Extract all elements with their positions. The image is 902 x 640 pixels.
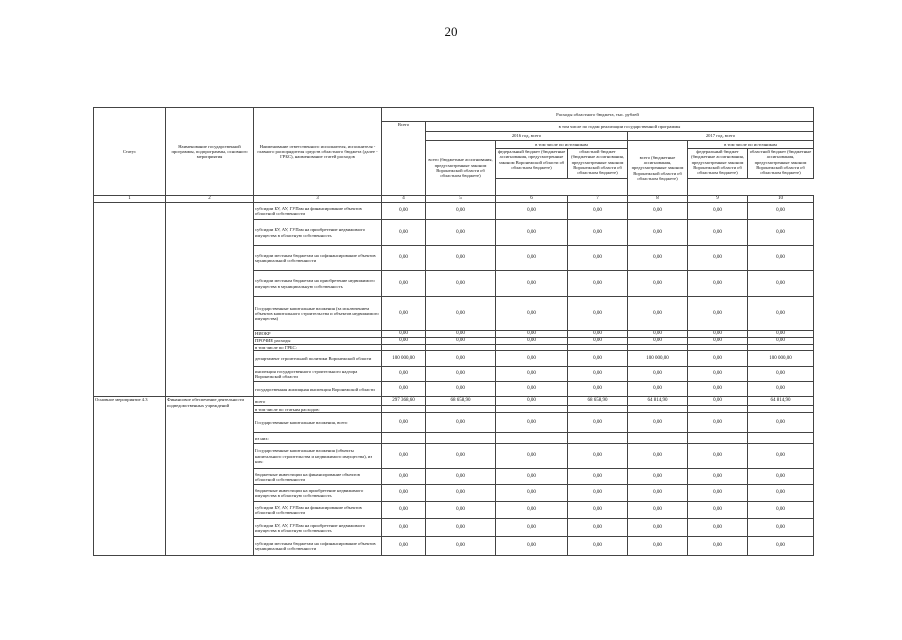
value-cell: 0,00 — [426, 246, 496, 271]
header-expenses-title: Расходы областного бюджета, тыс. рублей — [382, 108, 814, 122]
header-regional-2017: областной бюджет (бюджетные ассигнования, предусмотренные законом Воронежской области об областном бюджете) — [748, 149, 814, 179]
row-label: субсидии БУ, АУ, ГУПам на финансирование объектов областной собственности — [254, 502, 382, 519]
value-cell: 0,00 — [568, 367, 628, 382]
value-cell: 64 814,90 — [628, 397, 688, 406]
row-label: бюджетные инвестиции на финансирование объектов областной собственности — [254, 469, 382, 485]
column-number: 10 — [748, 196, 814, 203]
row-label: государственная жилищная инспекция Воронежской области — [254, 382, 382, 397]
value-cell: 0,00 — [748, 502, 814, 519]
value-cell: 68 658,90 — [568, 397, 628, 406]
value-cell: 0,00 — [426, 331, 496, 338]
expenses-table — [93, 107, 814, 556]
value-cell: 68 658,90 — [426, 397, 496, 406]
row-label: субсидии местным бюджетам на софинансирование объектов муниципальной собственности — [254, 537, 382, 556]
row-label: НИОКР — [254, 331, 382, 338]
value-cell: 0,00 — [748, 444, 814, 469]
value-cell: 0,00 — [426, 220, 496, 246]
row-label: бюджетные инвестиции на приобретение недвижимого имущества в областную собственность — [254, 485, 382, 502]
value-cell: 0,00 — [496, 485, 568, 502]
value-cell-empty — [426, 406, 496, 413]
value-cell: 64 814,90 — [748, 397, 814, 406]
value-cell: 0,00 — [382, 220, 426, 246]
value-cell: 0,00 — [688, 519, 748, 537]
value-cell: 0,00 — [628, 271, 688, 297]
value-cell: 0,00 — [496, 246, 568, 271]
main-event-name: Финансовое обеспечение деятельности подведомственных учреждений — [166, 397, 254, 556]
value-cell: 0,00 — [496, 519, 568, 537]
value-cell: 0,00 — [382, 485, 426, 502]
header-program-name: Наименование государственной программы, подпрограммы, основного мероприятия — [166, 108, 254, 196]
value-cell: 0,00 — [426, 338, 496, 345]
value-cell: 0,00 — [426, 469, 496, 485]
value-cell: 0,00 — [382, 203, 426, 220]
value-cell: 0,00 — [628, 338, 688, 345]
value-cell: 0,00 — [748, 297, 814, 331]
column-number: 2 — [166, 196, 254, 203]
header-federal-2016: федеральный бюджет (бюджетные ассигнования, предусмотренные законом Воронежской области об областном бюджете) — [496, 149, 568, 179]
value-cell: 0,00 — [496, 397, 568, 406]
value-cell: 0,00 — [688, 413, 748, 433]
column-number: 8 — [628, 196, 688, 203]
column-number: 3 — [254, 196, 382, 203]
value-cell — [382, 433, 426, 444]
value-cell: 0,00 — [628, 297, 688, 331]
value-cell: 0,00 — [628, 203, 688, 220]
header-total-2017: всего (бюджетные ассигнования, предусмотренные законом Воронежской области об областном бюджете) — [628, 141, 688, 196]
page-number: 20 — [444, 24, 458, 39]
value-cell: 0,00 — [496, 203, 568, 220]
value-cell: 0,00 — [748, 367, 814, 382]
value-cell: 0,00 — [748, 469, 814, 485]
row-label: субсидии местным бюджетам на приобретение недвижимого имущества в муниципальную собственность — [254, 271, 382, 297]
table-row — [94, 203, 814, 220]
column-number: 9 — [688, 196, 748, 203]
row-label: Государственные капитальные вложения, всего — [254, 413, 382, 433]
value-cell: 0,00 — [496, 367, 568, 382]
row-label: инспекция государственного строительного надзора Воронежской области — [254, 367, 382, 382]
row-label: всего — [254, 397, 382, 406]
value-cell: 0,00 — [628, 367, 688, 382]
value-cell: 0,00 — [748, 203, 814, 220]
value-cell-empty — [382, 406, 426, 413]
value-cell: 0,00 — [628, 444, 688, 469]
value-cell: 0,00 — [568, 485, 628, 502]
value-cell: 0,00 — [426, 413, 496, 433]
value-cell: 0,00 — [382, 367, 426, 382]
value-cell: 0,00 — [748, 271, 814, 297]
value-cell: 0,00 — [628, 220, 688, 246]
row-label: в том числе по статьям расходов: — [254, 406, 382, 413]
value-cell: 0,00 — [496, 413, 568, 433]
value-cell — [628, 433, 688, 444]
value-cell: 0,00 — [748, 485, 814, 502]
value-cell — [496, 433, 568, 444]
row-label: из них: — [254, 433, 382, 444]
main-event-status: Основное мероприятие 4.3 — [94, 397, 166, 556]
value-cell: 0,00 — [748, 519, 814, 537]
value-cell: 0,00 — [426, 367, 496, 382]
value-cell: 0,00 — [688, 220, 748, 246]
header-total: Всего — [382, 122, 426, 196]
row-label: Государственные капитальные вложения (объекты капитального строительства и недвижимого имущества), из них: — [254, 444, 382, 469]
header-status: Статус — [94, 108, 166, 196]
value-cell: 0,00 — [496, 220, 568, 246]
value-cell: 0,00 — [688, 537, 748, 556]
value-cell: 0,00 — [748, 246, 814, 271]
value-cell: 0,00 — [382, 331, 426, 338]
value-cell: 297 368,60 — [382, 397, 426, 406]
value-cell-empty — [688, 406, 748, 413]
value-cell: 0,00 — [628, 246, 688, 271]
value-cell: 0,00 — [568, 413, 628, 433]
value-cell: 0,00 — [688, 246, 748, 271]
row-label: субсидии местным бюджетам на софинансирование объектов муниципальной собственности — [254, 246, 382, 271]
value-cell: 0,00 — [748, 331, 814, 338]
value-cell: 0,00 — [382, 519, 426, 537]
value-cell: 0,00 — [688, 297, 748, 331]
value-cell: 0,00 — [426, 502, 496, 519]
value-cell: 0,00 — [688, 382, 748, 397]
value-cell: 0,00 — [688, 331, 748, 338]
value-cell: 0,00 — [568, 271, 628, 297]
row-label: субсидии БУ, АУ, ГУПам на финансирование объектов областной собственности — [254, 203, 382, 220]
value-cell — [748, 433, 814, 444]
value-cell: 0,00 — [748, 382, 814, 397]
value-cell: 0,00 — [426, 444, 496, 469]
value-cell: 0,00 — [628, 519, 688, 537]
value-cell-empty — [568, 406, 628, 413]
value-cell: 0,00 — [382, 469, 426, 485]
header-sources-2016: в том числе по источникам — [496, 141, 628, 149]
value-cell: 0,00 — [628, 469, 688, 485]
value-cell: 0,00 — [426, 271, 496, 297]
value-cell: 0,00 — [382, 382, 426, 397]
row-label: ПРОЧИЕ расходы — [254, 338, 382, 345]
row-label: Государственные капитальные вложения (за исключением объектов капитального строительства и объектов недвижимого имущества) — [254, 297, 382, 331]
header-by-years: в том числе по годам реализации государственной программы — [426, 122, 814, 132]
value-cell: 0,00 — [426, 519, 496, 537]
value-cell: 0,00 — [382, 338, 426, 345]
value-cell: 0,00 — [688, 469, 748, 485]
header-year-2016: 2016 год, всего — [426, 132, 628, 141]
column-number: 4 — [382, 196, 426, 203]
value-cell: 0,00 — [496, 444, 568, 469]
value-cell: 0,00 — [748, 220, 814, 246]
value-cell: 0,00 — [496, 351, 568, 367]
header-total-2016: всего (бюджетные ассигнования, предусмотренные законом Воронежской области об областном бюджете) — [426, 141, 496, 196]
header-regional-2016: областной бюджет (бюджетные ассигнования, предусмотренные законом Воронежской области об областном бюджете) — [568, 149, 628, 179]
table-row — [94, 397, 814, 406]
value-cell: 0,00 — [382, 297, 426, 331]
value-cell: 0,00 — [568, 331, 628, 338]
value-cell: 0,00 — [748, 338, 814, 345]
row-label: субсидии БУ, АУ, ГУПам на приобретение недвижимого имущества в областную собственность — [254, 519, 382, 537]
value-cell: 0,00 — [426, 382, 496, 397]
value-cell: 0,00 — [688, 367, 748, 382]
value-cell: 0,00 — [496, 297, 568, 331]
value-cell: 0,00 — [426, 297, 496, 331]
value-cell: 0,00 — [628, 485, 688, 502]
value-cell: 0,00 — [568, 297, 628, 331]
value-cell: 0,00 — [382, 502, 426, 519]
value-cell: 0,00 — [426, 485, 496, 502]
header-federal-2017: федеральный бюджет (бюджетные ассигнования, предусмотренные законом Воронежской области об областном бюджете) — [688, 149, 748, 179]
value-cell: 0,00 — [688, 271, 748, 297]
value-cell-empty — [748, 406, 814, 413]
value-cell-empty — [628, 406, 688, 413]
value-cell: 100 000,00 — [382, 351, 426, 367]
value-cell: 0,00 — [568, 203, 628, 220]
value-cell: 0,00 — [628, 537, 688, 556]
value-cell: 0,00 — [688, 351, 748, 367]
value-cell: 0,00 — [496, 382, 568, 397]
value-cell: 0,00 — [568, 338, 628, 345]
value-cell: 0,00 — [688, 203, 748, 220]
value-cell: 0,00 — [426, 537, 496, 556]
value-cell: 0,00 — [568, 444, 628, 469]
value-cell: 0,00 — [568, 537, 628, 556]
row-label: субсидии БУ, АУ, ГУПам на приобретение недвижимого имущества в областную собственность — [254, 220, 382, 246]
header-year-2017: 2017 год, всего — [628, 132, 814, 141]
value-cell: 0,00 — [628, 502, 688, 519]
header-sources-2017: в том числе по источникам — [688, 141, 814, 149]
value-cell: 0,00 — [382, 537, 426, 556]
value-cell-empty — [496, 406, 568, 413]
value-cell: 0,00 — [568, 220, 628, 246]
value-cell: 0,00 — [748, 413, 814, 433]
value-cell: 0,00 — [628, 331, 688, 338]
column-number: 7 — [568, 196, 628, 203]
value-cell: 0,00 — [426, 351, 496, 367]
header-executor: Наименование ответственного исполнителя, исполнителя - главного распорядителя средств областного бюджета (далее - ГРБС), наименование статей расходов — [254, 108, 382, 196]
value-cell: 0,00 — [496, 502, 568, 519]
value-cell: 0,00 — [628, 382, 688, 397]
column-number: 5 — [426, 196, 496, 203]
value-cell: 0,00 — [568, 469, 628, 485]
value-cell: 0,00 — [688, 485, 748, 502]
value-cell: 0,00 — [382, 246, 426, 271]
value-cell: 0,00 — [628, 413, 688, 433]
value-cell: 0,00 — [748, 537, 814, 556]
value-cell: 100 000,00 — [748, 351, 814, 367]
value-cell: 0,00 — [688, 338, 748, 345]
value-cell: 0,00 — [382, 271, 426, 297]
value-cell: 0,00 — [568, 382, 628, 397]
value-cell: 0,00 — [688, 502, 748, 519]
column-number: 1 — [94, 196, 166, 203]
value-cell: 0,00 — [496, 331, 568, 338]
value-cell: 0,00 — [496, 338, 568, 345]
value-cell: 0,00 — [426, 203, 496, 220]
value-cell: 0,00 — [568, 246, 628, 271]
value-cell: 0,00 — [568, 351, 628, 367]
status-cell-empty — [94, 203, 166, 397]
value-cell: 0,00 — [688, 397, 748, 406]
row-label: департамент строительной политики Воронежской области — [254, 351, 382, 367]
grbs-label: в том числе по ГРБС: — [254, 345, 382, 351]
value-cell — [426, 433, 496, 444]
column-numbers-row — [94, 196, 814, 203]
column-number: 6 — [496, 196, 568, 203]
value-cell: 0,00 — [496, 537, 568, 556]
value-cell: 0,00 — [568, 502, 628, 519]
value-cell: 0,00 — [496, 469, 568, 485]
value-cell: 0,00 — [382, 444, 426, 469]
program-cell-empty — [166, 203, 254, 397]
value-cell: 0,00 — [382, 413, 426, 433]
value-cell: 100 000,00 — [628, 351, 688, 367]
value-cell: 0,00 — [688, 444, 748, 469]
value-cell — [568, 433, 628, 444]
value-cell — [688, 433, 748, 444]
value-cell: 0,00 — [568, 519, 628, 537]
value-cell: 0,00 — [496, 271, 568, 297]
